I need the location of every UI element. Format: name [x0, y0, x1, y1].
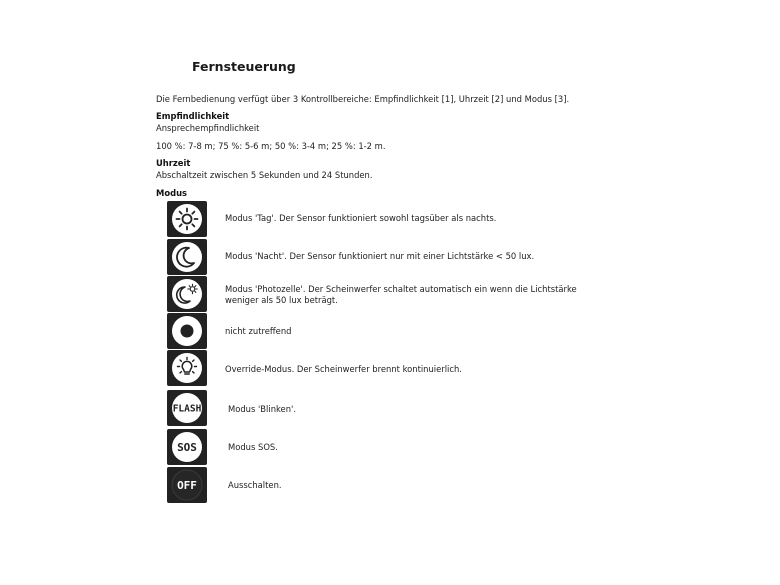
dot-icon — [167, 313, 207, 349]
mode-day-text: Modus 'Tag'. Der Sensor funktioniert sowohl tagsüber als nachts. — [225, 213, 497, 223]
sensitivity-values: 100 %: 7-8 m; 75 %: 5-6 m; 50 %: 3-4 m; 25 %: 1-2 m. — [156, 141, 386, 151]
sos-icon-label: SOS — [177, 441, 197, 454]
sensitivity-subheading: Ansprechempfindlichkeit — [156, 123, 260, 133]
page-title: Fernsteuerung — [192, 59, 296, 74]
mode-override-text: Override-Modus. Der Scheinwerfer brennt kontinuierlich. — [225, 364, 462, 374]
modes-heading: Modus — [156, 188, 188, 198]
time-text: Abschaltzeit zwischen 5 Sekunden und 24 Stunden. — [156, 170, 373, 180]
off-icon-label: OFF — [177, 479, 197, 492]
moon-sun-icon — [167, 276, 207, 312]
sensitivity-heading: Empfindlichkeit — [156, 111, 230, 121]
mode-photocell-text: Modus 'Photozelle'. Der Scheinwerfer schaltet automatisch ein wenn die Lichtstärke — [225, 284, 577, 294]
flash-icon-label: FLASH — [172, 403, 202, 415]
time-heading: Uhrzeit — [156, 158, 191, 168]
mode-night-text: Modus 'Nacht'. Der Sensor funktioniert nur mit einer Lichtstärke < 50 lux. — [225, 251, 535, 261]
intro-text: Die Fernbedienung verfügt über 3 Kontrollbereiche: Empfindlichkeit [1], Uhrzeit [2] und Modus [3]. — [156, 94, 570, 104]
mode-photocell-text-2: weniger als 50 lux beträgt. — [225, 295, 338, 305]
mode-off-text: Ausschalten. — [228, 480, 282, 490]
bulb-icon — [167, 350, 207, 386]
moon-icon — [167, 239, 207, 275]
sun-icon — [167, 201, 207, 237]
off-icon — [167, 467, 207, 503]
flash-icon — [167, 390, 207, 426]
mode-flash-text: Modus 'Blinken'. — [228, 404, 296, 414]
sos-icon — [167, 429, 207, 465]
mode-not-applicable-text: nicht zutreffend — [225, 326, 292, 336]
mode-sos-text: Modus SOS. — [228, 442, 278, 452]
